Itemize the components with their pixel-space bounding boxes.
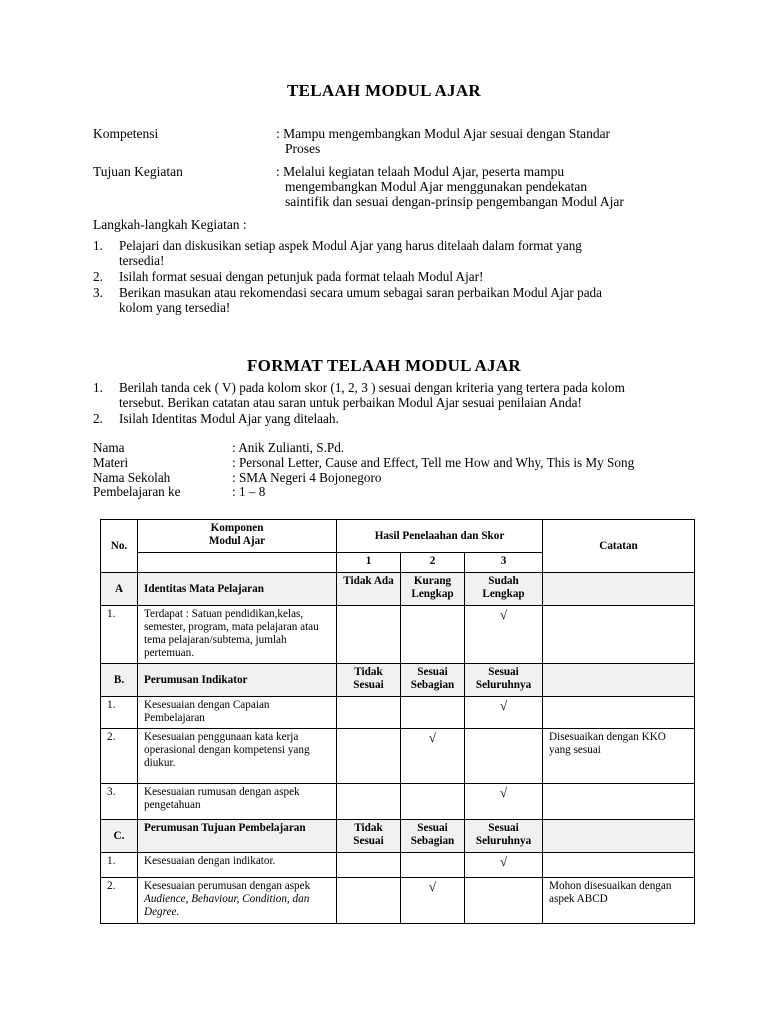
header-hasil: Hasil Penelaahan dan Skor xyxy=(337,520,543,553)
row-score-3 xyxy=(465,878,543,924)
table-section-row xyxy=(101,820,695,853)
section-score-2-label: Sesuai Sebagian xyxy=(401,820,465,853)
list-item-number: 1. xyxy=(93,238,103,253)
list-item xyxy=(93,411,683,426)
section-score-2-label: Sesuai Sebagian xyxy=(401,664,465,697)
section-score-3-label: Sesuai Seluruhnya xyxy=(465,664,543,697)
section-catatan xyxy=(543,573,695,606)
row-komponen: Terdapat : Satuan pendidikan,kelas, semester, program, mata pelajaran atau tema pelajaran/subtema, jumlah pertemuan. xyxy=(138,606,337,664)
format-title: FORMAT TELAAH MODUL AJAR xyxy=(246,356,522,375)
section-score-3-label: Sesuai Seluruhnya xyxy=(465,820,543,853)
row-score-1 xyxy=(337,878,401,924)
checkmark-icon: √ xyxy=(465,784,543,820)
header-komponen-line-2: Modul Ajar xyxy=(208,535,266,547)
section-label: Perumusan Indikator xyxy=(138,664,337,697)
identitas-value: : 1 – 8 xyxy=(232,484,266,500)
table-section-row xyxy=(101,664,695,697)
page-title: TELAAH MODUL AJAR xyxy=(286,81,481,100)
list-item-number: 2. xyxy=(93,269,103,284)
row-komponen-text: Kesesuaian perumusan dengan aspek xyxy=(144,880,311,892)
row-catatan xyxy=(543,606,695,664)
identitas-row xyxy=(93,471,693,486)
identitas-label: Nama xyxy=(93,440,125,455)
langkah-heading: Langkah-langkah Kegiatan : xyxy=(93,217,247,232)
section-no: B. xyxy=(101,664,138,697)
row-no: 1. xyxy=(101,606,138,664)
table-section-row xyxy=(101,573,695,606)
section-score-2-label: Kurang Lengkap xyxy=(401,573,465,606)
table-row xyxy=(101,853,695,878)
section-catatan xyxy=(543,664,695,697)
header-no: No. xyxy=(101,520,138,573)
kompetensi-value-line-1: : Mampu mengembangkan Modul Ajar sesuai dengan Standar xyxy=(276,126,611,141)
row-score-2 xyxy=(401,697,465,729)
score-3-header: 3 xyxy=(465,553,543,573)
kompetensi-value xyxy=(276,126,676,156)
list-item-text: Berilah tanda cek ( V) pada kolom skor (1, 2, 3 ) sesuai dengan kriteria yang tertera pada kolom xyxy=(119,380,625,395)
row-no: 1. xyxy=(101,697,138,729)
list-item-text: Isilah format sesuai dengan petunjuk pada format telaah Modul Ajar! xyxy=(119,269,484,284)
list-item-text: Pelajari dan diskusikan setiap aspek Modul Ajar yang harus ditelaah dalam format yang xyxy=(119,238,582,253)
score-1-header: 1 xyxy=(337,553,401,573)
empty-cell xyxy=(138,553,337,573)
list-item-text: Berikan masukan atau rekomendasi secara umum sebagai saran perbaikan Modul Ajar pada xyxy=(119,285,602,300)
row-catatan xyxy=(543,784,695,820)
row-score-2 xyxy=(401,606,465,664)
table-row xyxy=(101,729,695,784)
row-catatan xyxy=(543,697,695,729)
row-komponen-italic: Audience, Behaviour, Condition, dan Degree. xyxy=(144,893,310,918)
header-komponen xyxy=(138,520,337,553)
list-item xyxy=(93,238,683,268)
identitas-row xyxy=(93,456,693,471)
row-no: 2. xyxy=(101,729,138,784)
section-no: C. xyxy=(101,820,138,853)
tujuan-value-line-3: saintifik dan sesuai dengan-prinsip pengembangan Modul Ajar xyxy=(285,194,624,209)
checkmark-icon: √ xyxy=(401,729,465,784)
identitas-value: : SMA Negeri 4 Bojonegoro xyxy=(232,469,382,485)
langkah-list xyxy=(93,238,683,316)
kompetensi-label: Kompetensi xyxy=(93,126,159,141)
table-header-row xyxy=(101,520,695,553)
list-item-text: Isilah Identitas Modul Ajar yang ditelaah. xyxy=(119,411,339,426)
list-item-text: kolom yang tersedia! xyxy=(119,300,231,315)
row-no: 3. xyxy=(101,784,138,820)
section-catatan xyxy=(543,820,695,853)
identitas-label: Pembelajaran ke xyxy=(93,484,181,500)
row-komponen xyxy=(138,878,337,924)
row-komponen: Kesesuaian dengan indikator. xyxy=(138,853,337,878)
section-no: A xyxy=(101,573,138,606)
row-score-1 xyxy=(337,697,401,729)
telaah-table xyxy=(100,519,695,924)
checkmark-icon: √ xyxy=(401,878,465,924)
tujuan-label: Tujuan Kegiatan xyxy=(93,164,183,179)
tujuan-value-line-1: : Melalui kegiatan telaah Modul Ajar, peserta mampu xyxy=(276,164,565,179)
checkmark-icon: √ xyxy=(465,606,543,664)
table-row xyxy=(101,697,695,729)
list-item xyxy=(93,380,683,410)
identitas-label: Nama Sekolah xyxy=(93,469,171,485)
section-score-1-label: Tidak Sesuai xyxy=(337,820,401,853)
identitas-row xyxy=(93,441,693,456)
row-score-2 xyxy=(401,784,465,820)
row-catatan: Mohon disesuaikan dengan aspek ABCD xyxy=(543,878,695,924)
identitas-value: : Anik Zulianti, S.Pd. xyxy=(232,440,345,455)
row-score-3 xyxy=(465,729,543,784)
checkmark-icon: √ xyxy=(465,697,543,729)
row-catatan: Disesuaikan dengan KKO yang sesuai xyxy=(543,729,695,784)
section-score-1-label: Tidak Ada xyxy=(337,573,401,606)
list-item xyxy=(93,285,683,315)
list-item-number: 3. xyxy=(93,285,103,300)
kompetensi-field xyxy=(93,126,693,158)
tujuan-field xyxy=(93,164,693,212)
list-item-text: tersebut. Berikan catatan atau saran untuk perbaikan Modul Ajar sesuai penilaian Anda! xyxy=(119,395,582,410)
row-score-1 xyxy=(337,729,401,784)
row-no: 1. xyxy=(101,853,138,878)
kompetensi-value-line-2: Proses xyxy=(285,141,321,156)
tujuan-value xyxy=(276,164,676,209)
row-komponen: Kesesuaian dengan Capaian Pembelajaran xyxy=(138,697,337,729)
identitas-value: : Personal Letter, Cause and Effect, Tell me How and Why, This is My Song xyxy=(232,454,635,470)
identitas-row xyxy=(93,485,693,500)
row-score-1 xyxy=(337,784,401,820)
row-catatan xyxy=(543,853,695,878)
row-score-1 xyxy=(337,853,401,878)
section-score-3-label: Sudah Lengkap xyxy=(465,573,543,606)
list-item-number: 2. xyxy=(93,411,103,426)
petunjuk-list xyxy=(93,380,683,427)
row-score-2 xyxy=(401,853,465,878)
row-komponen: Kesesuaian rumusan dengan aspek pengetahuan xyxy=(138,784,337,820)
list-item-text: tersedia! xyxy=(119,253,165,268)
tujuan-value-line-2: mengembangkan Modul Ajar menggunakan pendekatan xyxy=(285,179,588,194)
table-row xyxy=(101,878,695,924)
header-komponen-line-1: Komponen xyxy=(210,522,264,534)
row-no: 2. xyxy=(101,878,138,924)
row-score-1 xyxy=(337,606,401,664)
section-score-1-label: Tidak Sesuai xyxy=(337,664,401,697)
header-catatan: Catatan xyxy=(543,520,695,573)
section-label: Identitas Mata Pelajaran xyxy=(138,573,337,606)
score-2-header: 2 xyxy=(401,553,465,573)
checkmark-icon: √ xyxy=(465,853,543,878)
list-item-number: 1. xyxy=(93,380,103,395)
identitas-block xyxy=(93,441,693,500)
list-item xyxy=(93,269,683,284)
section-label: Perumusan Tujuan Pembelajaran xyxy=(138,820,337,853)
table-row xyxy=(101,784,695,820)
table-row xyxy=(101,606,695,664)
row-komponen: Kesesuaian penggunaan kata kerja operasional dengan kompetensi yang diukur. xyxy=(138,729,337,784)
identitas-label: Materi xyxy=(93,454,129,470)
